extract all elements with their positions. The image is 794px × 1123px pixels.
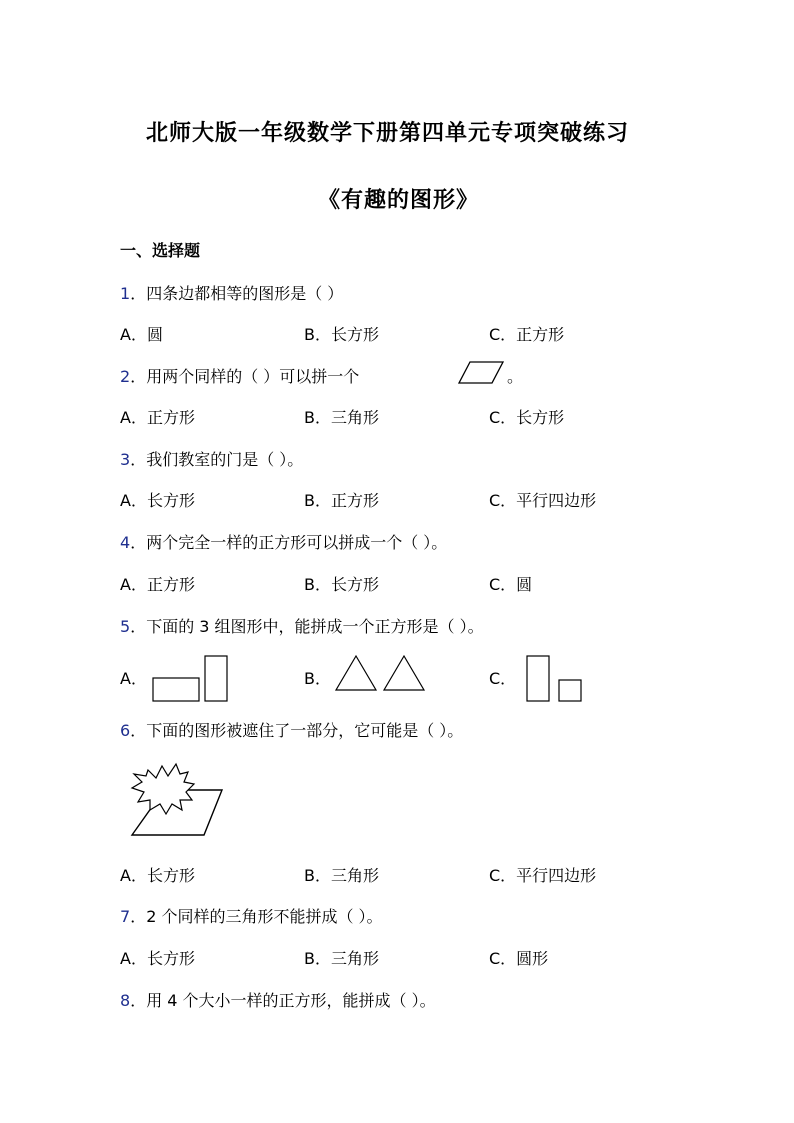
question-text: ．用两个同样的（ ）可以拼一个 — [130, 367, 360, 386]
question-number: 5 — [120, 617, 131, 636]
question-2-end: 。 — [507, 367, 524, 386]
option-c: C．圆形 — [489, 949, 549, 968]
option-a: A．正方形 — [120, 575, 195, 594]
option-c: C．圆 — [489, 575, 533, 594]
question-4 — [120, 530, 447, 553]
question-number: 1 — [120, 284, 131, 303]
option-c: C． — [489, 669, 517, 688]
question-3 — [120, 447, 303, 470]
question-text: ．我们教室的门是（ ）。 — [130, 450, 304, 469]
option-b: B． — [304, 669, 331, 688]
option-c: C．长方形 — [489, 408, 565, 427]
question-2 — [120, 364, 359, 387]
option-b: B．正方形 — [304, 491, 379, 510]
question-text: ．用 4 个大小一样的正方形，能拼成（ ）。 — [130, 991, 436, 1010]
option-c: C．正方形 — [489, 325, 565, 344]
option-b: B．长方形 — [304, 575, 379, 594]
question-5 — [120, 614, 484, 637]
parallelogram-figure — [458, 361, 504, 385]
page-subtitle: 《有趣的图形》 — [318, 188, 480, 213]
question-7 — [120, 904, 383, 927]
option-b-triangles-figure — [334, 654, 430, 694]
option-a: A．长方形 — [120, 491, 195, 510]
option-a: A．长方形 — [120, 949, 195, 968]
option-b: B．长方形 — [304, 325, 379, 344]
option-a-rectangles-figure — [152, 654, 232, 704]
page-title: 北师大版一年级数学下册第四单元专项突破练习 — [146, 121, 630, 146]
question-number: 8 — [120, 991, 131, 1010]
question-text: ．下面的图形被遮住了一部分，它可能是（ ）。 — [130, 721, 464, 740]
question-number: 7 — [120, 907, 131, 926]
question-text: ．下面的 3 组图形中，能拼成一个正方形是（ ）。 — [130, 617, 484, 636]
section-heading: 一、选择题 — [120, 241, 201, 260]
question-text: ．两个完全一样的正方形可以拼成一个（ ）。 — [130, 533, 448, 552]
option-c: C．平行四边形 — [489, 491, 597, 510]
option-c: C．平行四边形 — [489, 866, 597, 885]
option-b: B．三角形 — [304, 408, 379, 427]
option-b: B．三角形 — [304, 866, 379, 885]
question-6 — [120, 718, 463, 741]
question-8 — [120, 988, 436, 1011]
question-text: ．四条边都相等的图形是（ ） — [130, 284, 344, 303]
question-number: 2 — [120, 367, 131, 386]
question-number: 4 — [120, 533, 131, 552]
option-a: A．正方形 — [120, 408, 195, 427]
option-b: B．三角形 — [304, 949, 379, 968]
option-c-rectangles-figure — [526, 655, 586, 705]
option-a: A．圆 — [120, 325, 163, 344]
question-number: 3 — [120, 450, 131, 469]
question-1 — [120, 281, 343, 304]
question-text: ．2 个同样的三角形不能拼成（ ）。 — [130, 907, 383, 926]
option-a: A．长方形 — [120, 866, 195, 885]
question-number: 6 — [120, 721, 131, 740]
option-a: A． — [120, 669, 147, 688]
covered-parallelogram-figure — [128, 762, 228, 840]
